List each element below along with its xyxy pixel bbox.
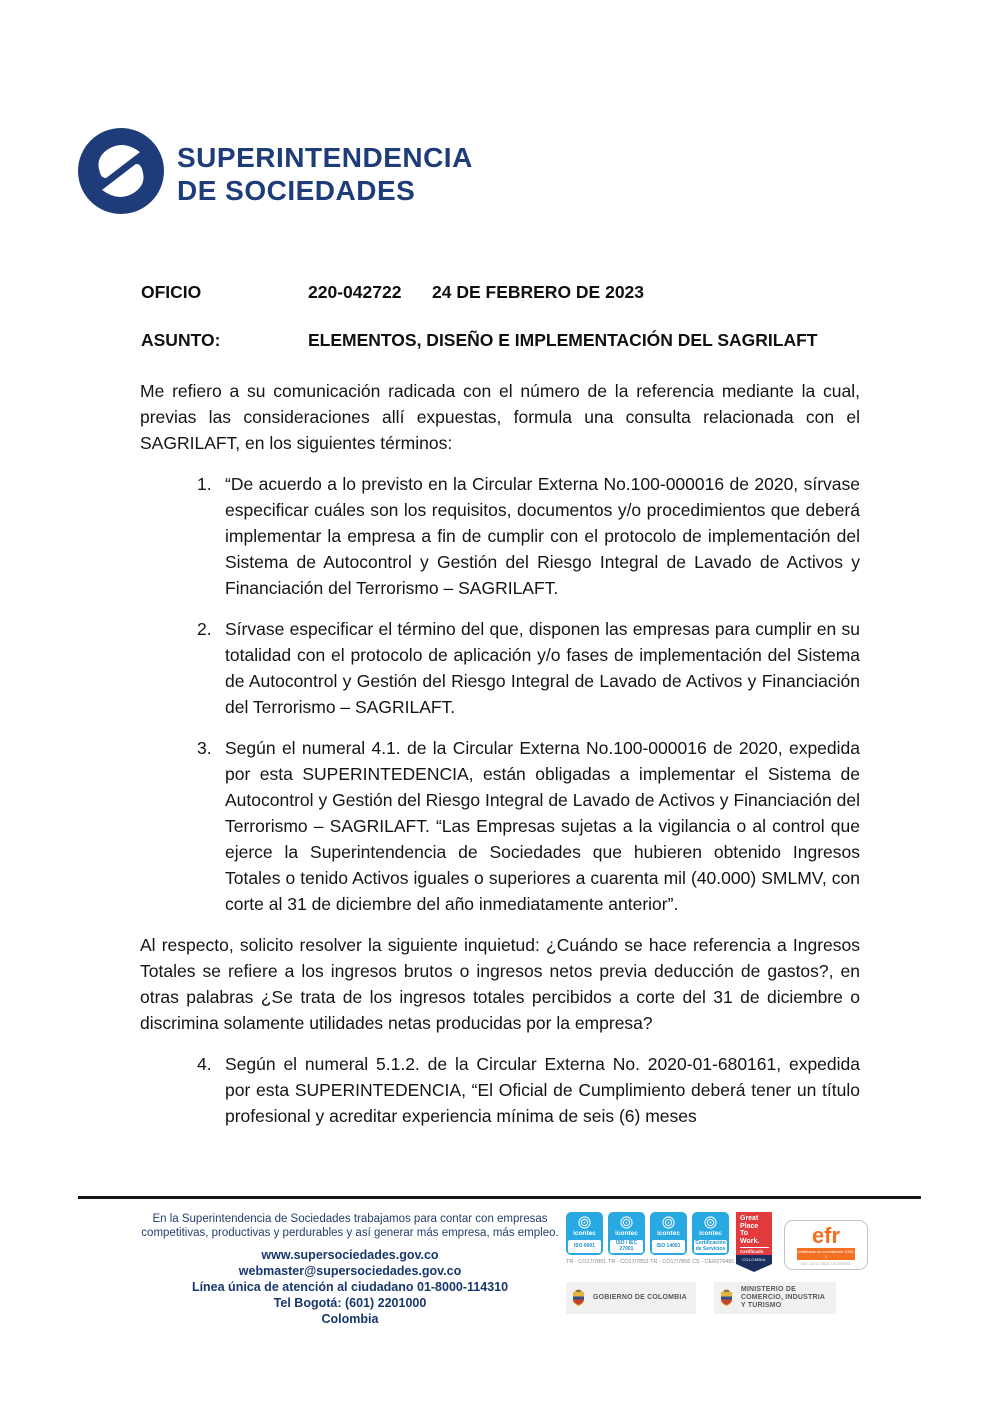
list-item-1 <box>140 471 860 601</box>
certification-badges-row <box>566 1212 876 1272</box>
gptw-line: Great <box>740 1215 759 1222</box>
footer-phone-line: Línea única de atención al ciudadano 01-8000-114310 <box>191 1280 509 1294</box>
asunto-label: ASUNTO: <box>141 330 221 350</box>
gptw-red-panel <box>736 1212 772 1255</box>
oficio-date: 24 DE FEBRERO DE 2023 <box>432 282 645 302</box>
footer-email-link: webmaster@supersociedades.gov.co <box>238 1264 462 1278</box>
colombia-coat-of-arms-icon <box>571 1289 586 1307</box>
list-item-text: “De acuerdo a lo previsto en la Circular Externa No.100-000016 de 2020, sírvase especificar cuáles son los requisitos, documentos y/o procedimientos que deberá implementar la empresa a fin de cumplir con el protocolo de implementación del Sistema de Autocontrol y Gestión del Riesgo Integral de Lavado de Activos y Financiación del Terrorismo – SAGRILAFT. <box>225 474 860 598</box>
icontec-cert-number: TR - CO17/7851 <box>566 1259 607 1265</box>
brand-line-1: SUPERINTENDENCIA <box>177 142 473 173</box>
gptw-line: Place <box>740 1222 759 1230</box>
colombia-coat-of-arms-icon <box>719 1289 734 1307</box>
icontec-badge <box>650 1212 687 1255</box>
icontec-cert-number: TR - CO17/7856 <box>650 1259 691 1265</box>
document-head <box>141 282 860 351</box>
list-item-text: Según el numeral 4.1. de la Circular Externa No.100-000016 de 2020, expedida por esta SUPERINTEDENCIA, están obligadas a implementar el Sistema de Autocontrol y Gestión del Riesgo Integral de Lavado de Activos y Financiación del Terrorismo – SAGRILAFT. “Las Empresas sujetas a la vigilancia o al control que ejerce la Superintendencia de Sociedades que hubieren obtenido Ingresos Totales o tenido Activos iguales o superiores a cuarenta mil (40.000) SMLMV, con corte al 31 de diciembre del año inmediatamente anterior”. <box>225 738 860 914</box>
icontec-wordmark: icontec <box>615 1230 638 1237</box>
icontec-cert-number: CS - CER279481 <box>692 1259 735 1265</box>
icontec-cert-label: Certificación de Servicios <box>695 1240 726 1252</box>
gptw-certificado: Certificado <box>740 1247 769 1254</box>
list-item-number: 1. <box>197 474 212 494</box>
footer-badges-block <box>566 1212 876 1314</box>
gov-badge-label: MINISTERIO DE COMERCIO, INDUSTRIA Y TURISMO <box>740 1286 825 1309</box>
ministerio-comercio-badge <box>714 1282 836 1314</box>
efr-strip-label: certificado en conciliación 1000-1 <box>797 1249 855 1259</box>
gptw-line: Work. <box>740 1237 760 1245</box>
icontec-cert-label: ISO 9001 <box>568 1240 601 1253</box>
icontec-rings-icon <box>704 1216 717 1229</box>
gptw-banner-point <box>736 1264 772 1272</box>
icontec-wordmark: icontec <box>657 1230 680 1237</box>
intro-paragraph: Me refiero a su comunicación radicada con el número de la referencia mediante la cual, previas las consideraciones allí expuestas, formula una consulta relacionada con el SAGRILAFT, en los siguientes términos: <box>140 381 860 453</box>
footer-tagline-line-1: En la Superintendencia de Sociedades trabajamos para contar con empresas <box>152 1213 548 1225</box>
footer-contact-lines <box>140 1247 560 1327</box>
great-place-to-work-badge <box>736 1212 772 1272</box>
oficio-number: 220-042722 <box>308 282 402 302</box>
brand-header <box>78 128 473 214</box>
efr-wordmark: efr <box>811 1223 841 1248</box>
footer-tagline-line-2: competitivas, productivas y perdurables y así generar más empresa, más empleo. <box>141 1227 559 1239</box>
icontec-badge-servicios <box>692 1212 735 1265</box>
icontec-badge-iso9001 <box>566 1212 607 1265</box>
icontec-rings-icon <box>620 1216 633 1229</box>
list-item-number: 4. <box>197 1054 212 1074</box>
gov-badge-label: GOBIERNO DE COLOMBIA <box>593 1294 687 1301</box>
asunto-value: ELEMENTOS, DISEÑO E IMPLEMENTACIÓN DEL SAGRILAFT <box>308 330 818 350</box>
icontec-badge-iso27001 <box>608 1212 649 1265</box>
letter-body <box>140 378 860 1188</box>
list-item-number: 2. <box>197 619 212 639</box>
footer-tagline <box>140 1212 560 1240</box>
brand-line-2: DE SOCIEDADES <box>177 175 416 206</box>
list-item-text: Según el numeral 5.1.2. de la Circular Externa No. 2020-01-680161, expedida por esta SUPERINTEDENCIA, “El Oficial de Cumplimiento deberá tener un título profesional y acreditar experiencia mínima de seis (6) meses <box>225 1054 860 1126</box>
footer-contact-block <box>140 1212 560 1327</box>
icontec-cert-label: ISO 14001 <box>652 1240 685 1253</box>
footer-country: Colombia <box>321 1312 379 1326</box>
gptw-line: To <box>740 1230 749 1237</box>
icontec-badge <box>608 1212 645 1255</box>
icontec-cert-label: ISO / IEC 27001 <box>610 1240 643 1253</box>
icontec-rings-icon <box>578 1216 591 1229</box>
list-item-4 <box>140 1051 860 1129</box>
footer-divider <box>78 1196 921 1199</box>
supersociedades-logo-icon <box>78 128 164 214</box>
government-badges-row <box>566 1282 876 1314</box>
icontec-cert-number: TR - CO17/7853 <box>608 1259 649 1265</box>
footer-website-link: www.supersociedades.gov.co <box>261 1248 439 1262</box>
page-footer <box>0 1212 1000 1327</box>
oficio-row <box>141 282 860 303</box>
footer-tel-line: Tel Bogotá: (601) 2201000 <box>273 1296 427 1310</box>
efr-badge <box>784 1220 868 1270</box>
icontec-wordmark: icontec <box>573 1230 596 1237</box>
list-item-text: Sírvase especificar el término del que, disponen las empresas para cumplir en su totalidad con el protocolo de aplicación y/o fases de implementación del Sistema de Autocontrol y Gestión del Riesgo Integral de Lavado de Activos y Financiación del Terrorismo – SAGRILAFT. <box>225 619 860 717</box>
list-item-number: 3. <box>197 738 212 758</box>
icontec-rings-icon <box>662 1216 675 1229</box>
gobierno-de-colombia-badge <box>566 1282 696 1314</box>
icontec-badge <box>566 1212 603 1255</box>
oficio-label: OFICIO <box>141 282 202 302</box>
asunto-row <box>141 330 860 351</box>
efr-cert-code: CO - 071 I 2021 I ICONTEC <box>801 1261 851 1266</box>
middle-paragraph: Al respecto, solicito resolver la siguiente inquietud: ¿Cuándo se hace referencia a Ingresos Totales se refiere a los ingresos brutos o ingresos netos previa deducción de gastos?, en otras palabras ¿Se trata de los ingresos totales percibidos a corte del 31 de diciembre o discrimina solamente utilidades netas producidas por la empresa? <box>140 935 860 1033</box>
list-item-2 <box>140 616 860 720</box>
icontec-badge <box>692 1212 729 1255</box>
list-item-3 <box>140 735 860 917</box>
icontec-wordmark: icontec <box>699 1230 722 1237</box>
brand-wordmark <box>177 128 473 207</box>
gptw-country: COLOMBIA <box>736 1255 772 1264</box>
icontec-badge-iso14001 <box>650 1212 691 1265</box>
